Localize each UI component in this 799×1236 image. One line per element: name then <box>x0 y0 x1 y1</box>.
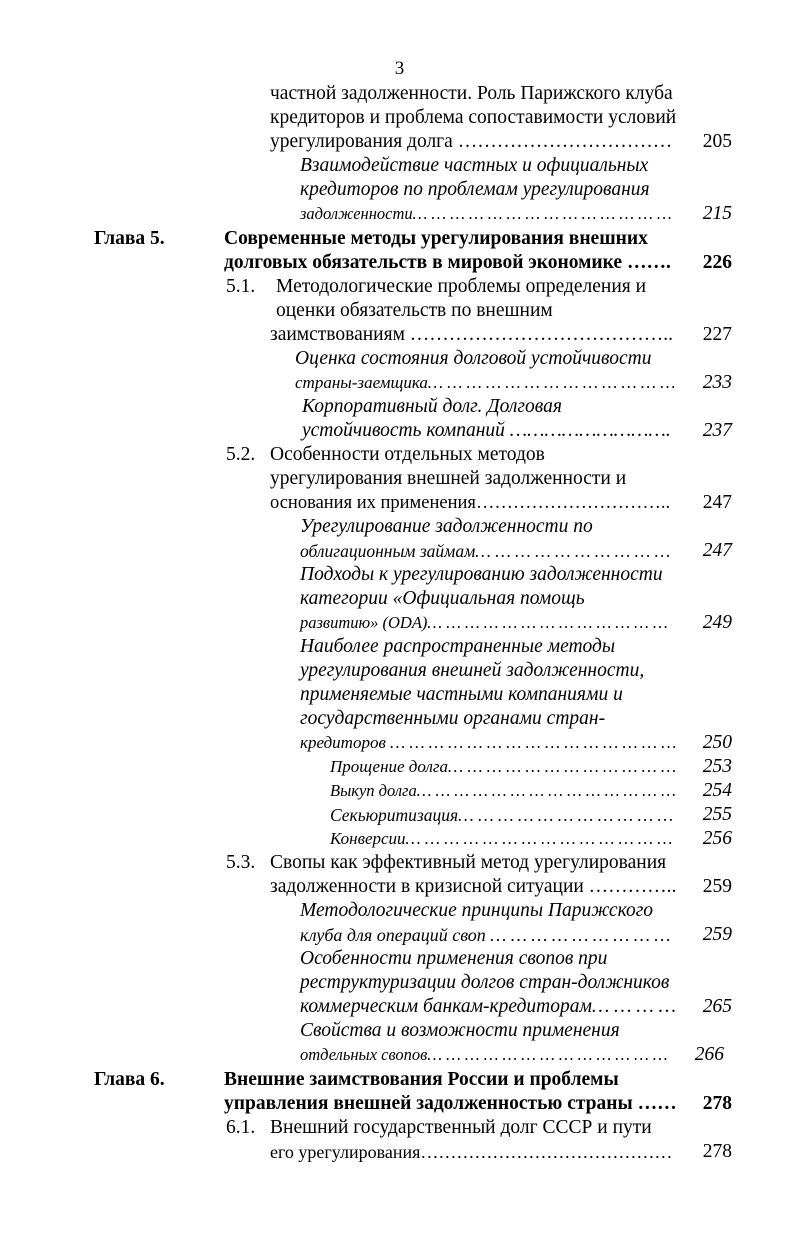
toc-subentry-line: отдельных свопов… … … … … … … … … … … … … <box>300 1045 668 1064</box>
section-title-line: Внешний государственный долг СССР и пути <box>270 1117 652 1138</box>
toc-subentry-line: коммерческим банкам-кредиторам… … … … <box>300 996 676 1017</box>
toc-subsubentry-line: Выкуп долга… … … … … … … … … … … … … … <box>330 781 676 800</box>
toc-page-ref: 233 <box>702 372 732 393</box>
section-title-line: Методологические проблемы определения и <box>276 276 647 297</box>
toc-subsubentry-line: Прощение долга… … … … … … … … … … … … <box>330 757 677 776</box>
section-title-line: заимствованиям ………………………………….. <box>270 324 674 345</box>
toc-page-ref: 247 <box>702 492 732 513</box>
toc-page-ref: 226 <box>702 252 732 273</box>
section-title-line: урегулирования внешней задолженности и <box>270 468 627 489</box>
toc-entry-line: частной задолженности. Роль Парижского клуба <box>270 83 673 104</box>
toc-subentry-line: Наиболее распространенные методы <box>300 636 616 657</box>
toc-page-ref: 215 <box>702 203 732 224</box>
toc-subentry-line: Подходы к урегулированию задолженности <box>300 564 663 585</box>
toc-subentry-line: государственными органами стран- <box>300 708 606 729</box>
chapter-title-line: управления внешней задолженностью страны …… <box>224 1093 677 1114</box>
toc-page-ref: 249 <box>702 612 732 633</box>
toc-subentry-line: клуба для операций своп … … … … … … … … … <box>300 925 671 945</box>
toc-page-ref: 254 <box>702 780 732 801</box>
section-number: 5.2. <box>226 444 256 465</box>
toc-page-ref: 237 <box>702 420 732 441</box>
toc-page-ref: 250 <box>702 732 732 753</box>
toc-subentry-line: кредиторов по проблемам урегулирования <box>300 179 650 200</box>
section-number: 6.1. <box>226 1117 256 1138</box>
toc-subentry-line: категории «Официальная помощь <box>300 588 585 609</box>
toc-page-ref: 259 <box>702 924 732 945</box>
toc-subentry-line: облигационным займам… … … … … … … … … … <box>300 541 671 561</box>
chapter-title-line: Внешние заимствования России и проблемы <box>224 1069 619 1090</box>
toc-subentry-line: Оценка состояния долговой устойчивости <box>295 348 652 369</box>
toc-subentry-line: Взаимодействие частных и официальных <box>300 155 649 176</box>
toc-page-ref: 278 <box>702 1141 732 1162</box>
toc-page-ref: 278 <box>702 1093 732 1114</box>
toc-page-ref: 255 <box>702 804 732 825</box>
section-title-line: Особенности отдельных методов <box>270 444 545 465</box>
chapter-number: Глава 6. <box>94 1069 165 1090</box>
toc-subentry-line: Корпоративный долг. Долговая <box>302 396 562 417</box>
toc-page-ref: 205 <box>702 131 732 152</box>
section-title-line: оценки обязательств по внешним <box>276 300 553 321</box>
toc-entry-line: кредиторов и проблема сопоставимости условий <box>270 107 677 128</box>
section-title-line: Свопы как эффективный метод урегулирования <box>270 852 667 873</box>
toc-subsubentry-line: Конверсии… … … … … … … … … … … … … … <box>330 829 673 848</box>
toc-subentry-line: кредиторов … … … … … … … … … … … … … … … <box>300 733 677 752</box>
section-number: 5.1. <box>226 276 256 297</box>
chapter-title-line: долговых обязательств в мировой экономике ……. <box>224 252 671 273</box>
section-title-line: задолженности в кризисной ситуации ………….. <box>270 876 677 897</box>
toc-subentry-line: Методологические принципы Парижского <box>300 900 654 921</box>
section-title-line: его урегулирования…………………………………… <box>270 1142 673 1162</box>
toc-entry-line: урегулирования долга …………………………… <box>270 131 673 152</box>
toc-subentry-line: задолженности… … … … … … … … … … … … … … <box>300 204 672 223</box>
toc-page-ref: 266 <box>694 1044 724 1065</box>
toc-subentry-line: Особенности применения свопов при <box>300 948 608 969</box>
section-title-line: основания их применения………………………….. <box>270 493 671 513</box>
chapter-number: Глава 5. <box>94 228 165 249</box>
toc-subentry-line: страны-заемщика… … … … … … … … … … … … … <box>295 373 676 392</box>
toc-page-ref: 227 <box>702 324 732 345</box>
toc-subsubentry-line: Секьюритизация… … … … … … … … … … … <box>330 805 674 825</box>
toc-subentry-line: устойчивость компаний ………………………. <box>302 420 671 441</box>
toc-page-ref: 265 <box>702 996 732 1017</box>
toc-subentry-line: применяемые частными компаниями и <box>300 684 623 705</box>
toc-page-ref: 259 <box>702 876 732 897</box>
toc-page-ref: 253 <box>702 756 732 777</box>
toc-subentry-line: развитию» (ODA)… … … … … … … … … … … … … <box>300 613 668 632</box>
toc-subentry-line: Свойства и возможности применения <box>300 1020 620 1041</box>
toc-page-ref: 256 <box>702 828 732 849</box>
section-number: 5.3. <box>226 852 256 873</box>
toc-subentry-line: реструктуризации долгов стран-должников <box>300 972 670 993</box>
chapter-title-line: Современные методы урегулирования внешних <box>224 228 648 249</box>
toc-subentry-line: Урегулирование задолженности по <box>300 516 593 537</box>
toc-page-ref: 247 <box>702 540 732 561</box>
page-number: 3 <box>394 58 405 79</box>
toc-subentry-line: урегулирования внешней задолженности, <box>300 660 645 681</box>
